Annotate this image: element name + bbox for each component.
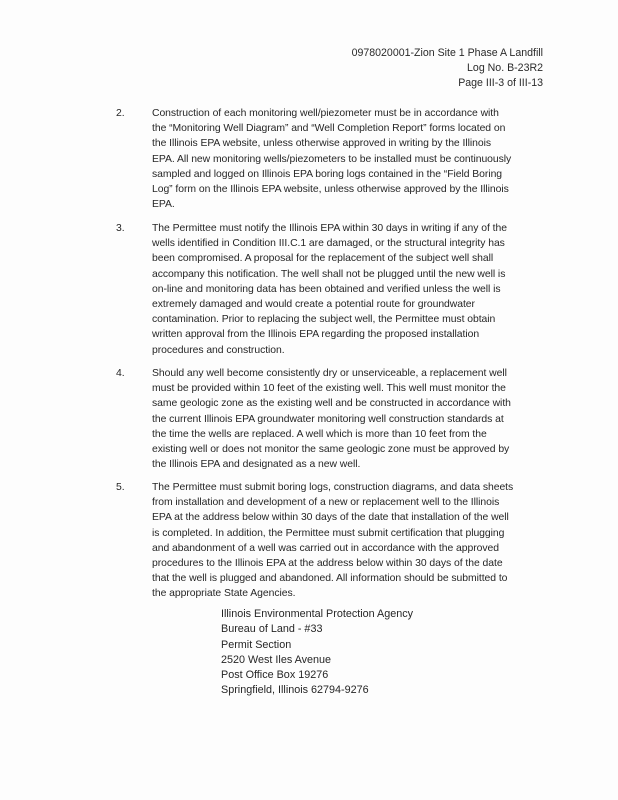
text-line: existing well or does not monitor the same geologic zone must be approved by [152,444,510,456]
text-line: EPA. All new monitoring wells/piezometers to be installed must be continuously [152,153,512,165]
item-number: 5. [116,482,125,493]
text-line: written approval from the Illinois EPA regarding the proposed installation [152,329,480,341]
text-line: the time the wells are replaced. A well which is more than 10 feet from the [152,428,487,440]
item-number: 2. [116,108,125,119]
text-line: the “Monitoring Well Diagram” and “Well Completion Report” forms located on [152,123,506,135]
address-city-state-zip: Springfield, Illinois 62794-9276 [221,684,369,697]
text-line: the Illinois EPA website, unless otherwise approved in writing by the Illinois [152,138,491,150]
text-line: from installation and development of a new or replacement well to the Illinois [152,497,500,509]
text-line: Log” form on the Illinois EPA website, unless otherwise approved by the Illinois [152,184,509,196]
document-header [352,46,543,91]
item-number: 4. [116,368,125,379]
item-text [152,366,548,472]
text-line: on-line and monitoring data has been obtained and verified unless the well is [152,283,501,295]
address-po-box: Post Office Box 19276 [221,669,329,682]
text-line: the appropriate State Agencies. [152,588,296,600]
text-line: Should any well become consistently dry or unserviceable, a replacement well [152,368,507,379]
item-text [152,221,548,358]
text-line: must be provided within 10 feet of the existing well. This well must monitor the [152,383,506,395]
text-line: that the well is plugged and abandoned. All information should be submitted to [152,573,508,585]
text-line: The Permittee must notify the Illinois EPA within 30 days in writing if any of the [152,223,507,234]
text-line: been compromised. A proposal for the replacement of the subject well shall [152,253,494,265]
text-line: procedures to the Illinois EPA at the address below within 30 days of the date [152,558,503,570]
text-line: is completed. In addition, the Permittee must submit certification that plugging [152,527,505,539]
header-log-number: Log No. B-23R2 [467,62,543,74]
text-line: sampled and logged on Illinois EPA boring logs contained in the “Field Boring [152,168,503,180]
text-line: EPA at the address below within 30 days of the date that installation of the well [152,512,509,524]
text-line: accompany this notification. The well shall not be plugged until the new well is [152,268,506,280]
text-line: procedures and construction. [152,344,285,356]
item-text [152,480,548,602]
address-street: 2520 West Iles Avenue [221,653,332,666]
text-line: EPA. [152,199,175,211]
address-section: Permit Section [221,638,292,651]
text-line: the Illinois EPA and designated as a new well. [152,459,361,471]
text-line: and abandonment of a well was carried out in accordance with the approved [152,542,499,554]
header-site-id: 0978020001-Zion Site 1 Phase A Landfill [351,47,543,59]
address-agency: Illinois Environmental Protection Agency [221,608,414,620]
text-line: same geologic zone as the existing well and be constructed in accordance with [152,398,511,410]
text-line: extremely damaged and would create a potential route for groundwater [152,299,475,311]
address-bureau: Bureau of Land - #33 [221,623,323,636]
text-line: The Permittee must submit boring logs, construction diagrams, and data sheets [152,482,514,493]
text-line: Construction of each monitoring well/piezometer must be in accordance with [152,108,499,119]
text-line: the current Illinois EPA groundwater monitoring well construction standards at [152,413,504,425]
item-text [152,106,548,212]
text-line: wells identified in Condition III.C.1 are damaged, or the structural integrity has [152,238,505,250]
item-number: 3. [116,223,125,234]
mailing-address [221,607,413,699]
header-page-number: Page III-3 of III-13 [458,77,543,89]
text-line: contamination. Prior to replacing the subject well, the Permittee must obtain [152,314,496,326]
